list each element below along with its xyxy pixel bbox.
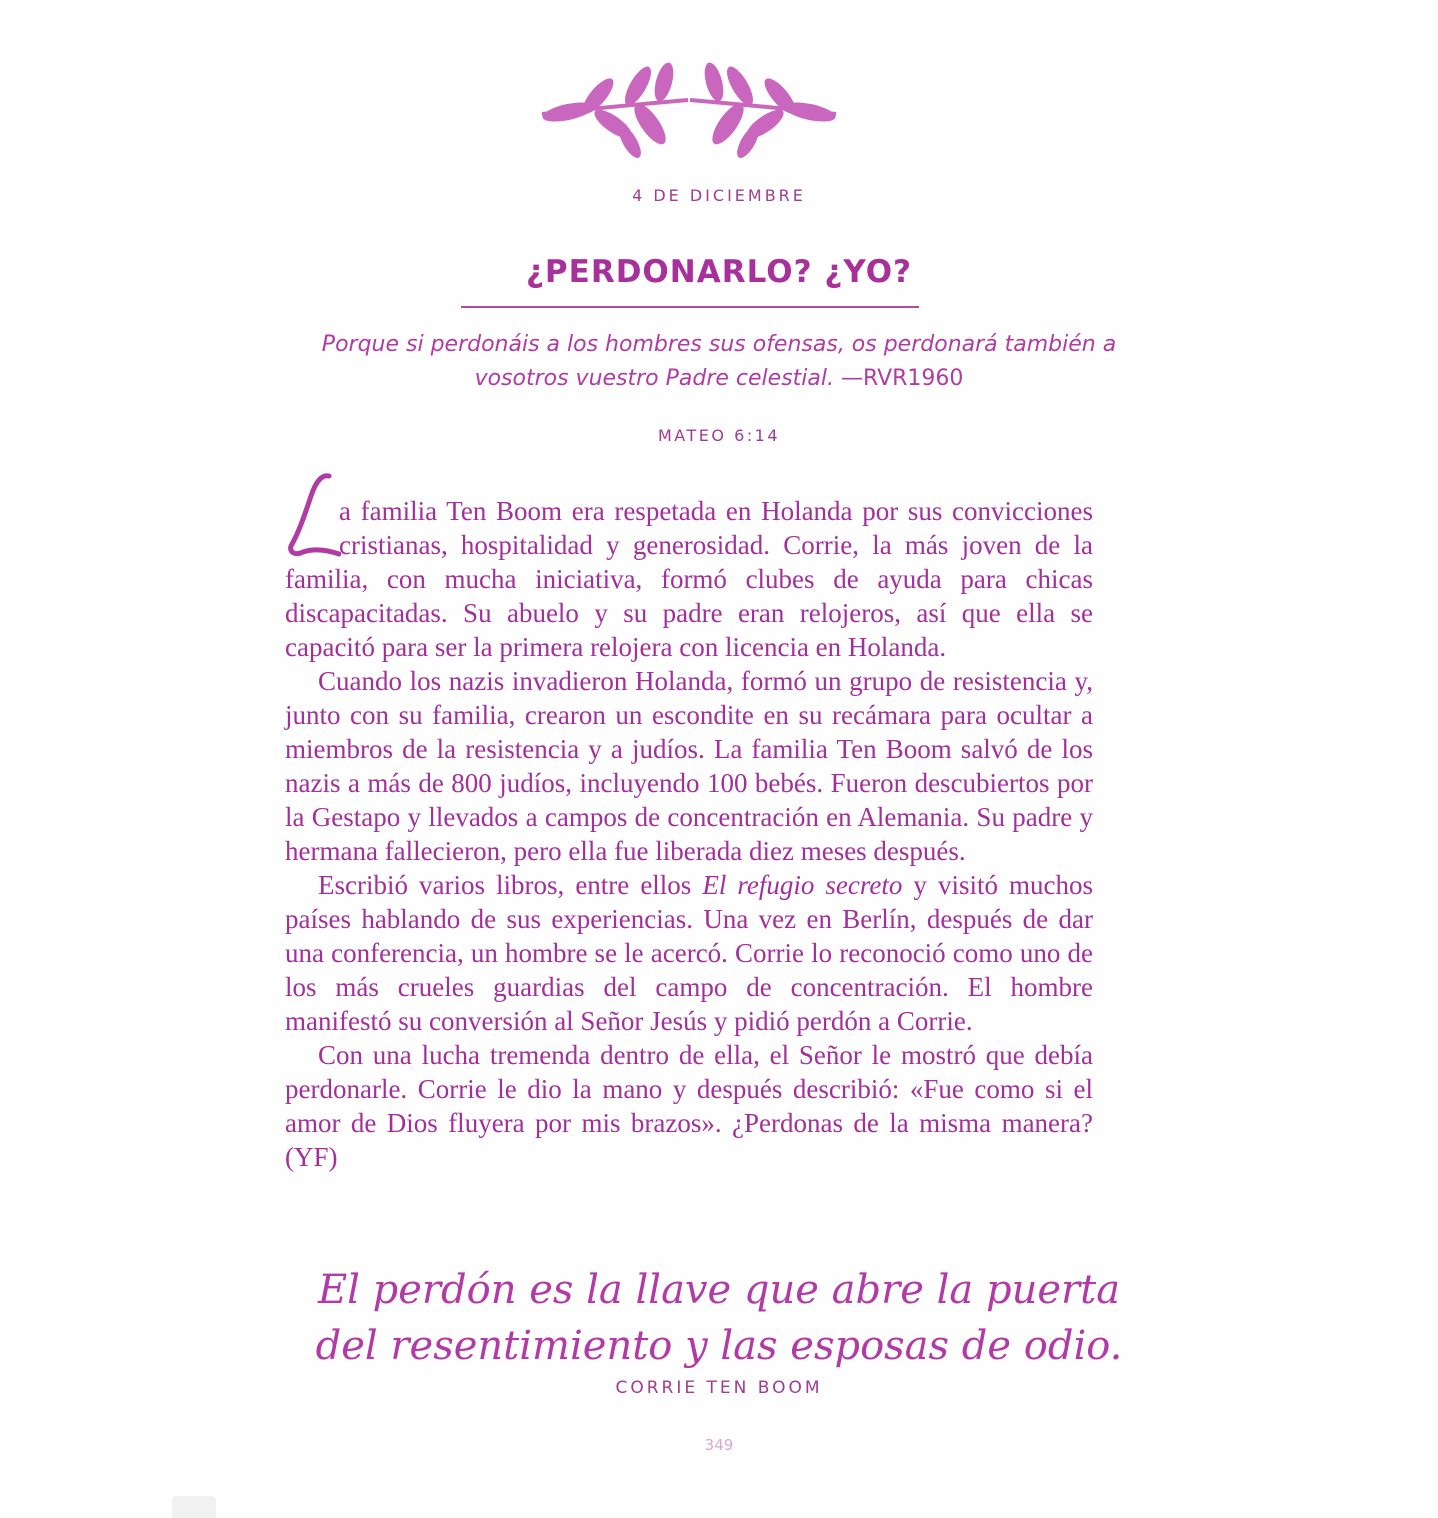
- drop-cap-letter-icon: [285, 470, 341, 562]
- paragraph-3: [285, 868, 1093, 1038]
- closing-quote: El perdón es la llave que abre la puerta del resentimiento y las esposas de odio.: [315, 1267, 1123, 1369]
- paragraph-4: Con una lucha tremenda dentro de ella, el Señor le mostró que debía perdonarle. Corrie le dio la mano y después describió: «Fue como si el amor de Dios fluyera por mis brazos». ¿Perdonas de la misma manera? (YF): [285, 1040, 1093, 1172]
- entry-date: 4 DE DICIEMBRE: [632, 186, 806, 205]
- paragraph-1: [285, 494, 1093, 664]
- page-title: ¿PERDONARLO? ¿YO?: [525, 254, 913, 290]
- quote-author: CORRIE TEN BOOM: [615, 1378, 823, 1398]
- page-number: 349: [704, 1436, 734, 1454]
- verse-reference: MATEO 6:14: [658, 426, 780, 445]
- leaf-branches-ornament-icon: [538, 62, 840, 162]
- bible-verse: [300, 328, 1138, 396]
- paragraph-3-start: Escribió varios libros, entre ellos: [318, 870, 703, 900]
- title-divider: [461, 306, 919, 308]
- paragraph-3-end: y visitó muchos países hablando de sus experiencias. Una vez en Berlín, después de dar una conferencia, un hombre se le acercó. Corrie lo reconoció como uno de los más crueles guardias del campo de concentración. El hombre manifestó su conversión al Señor Jesús y pidió perdón a Corrie.: [285, 870, 1094, 1036]
- book-title: El refugio secreto: [702, 870, 903, 900]
- devotional-body: [285, 494, 1093, 1174]
- paragraph-1-text: a familia Ten Boom era respetada en Holanda por sus convicciones cristianas, hospitalidad y generosidad. Corrie, la más joven de la familia, con mucha iniciativa, formó clubes de ayuda para chicas discapacitadas. Su abuelo y su padre eran relojeros, así que ella se capacitó para ser la primera relojera con licencia en Holanda.: [285, 496, 1093, 662]
- verse-text: Porque si perdonáis a los hombres sus ofensas, os perdonará también a vosotros vuestro Padre celestial.: [321, 332, 1117, 391]
- paragraph-2: Cuando los nazis invadieron Holanda, formó un grupo de resistencia y, junto con su familia, crearon un escondite en su recámara para ocultar a miembros de la resistencia y a judíos. La familia Ten Boom salvó de los nazis a más de 800 judíos, incluyendo 100 bebés. Fueron descubiertos por la Gestapo y llevados a campos de concentración en Alemania. Su padre y hermana fallecieron, pero ella fue liberada diez meses después.: [285, 666, 1093, 866]
- verse-version: —RVR1960: [841, 366, 964, 391]
- drop-cap: [285, 494, 337, 562]
- scan-artifact: [172, 1496, 216, 1518]
